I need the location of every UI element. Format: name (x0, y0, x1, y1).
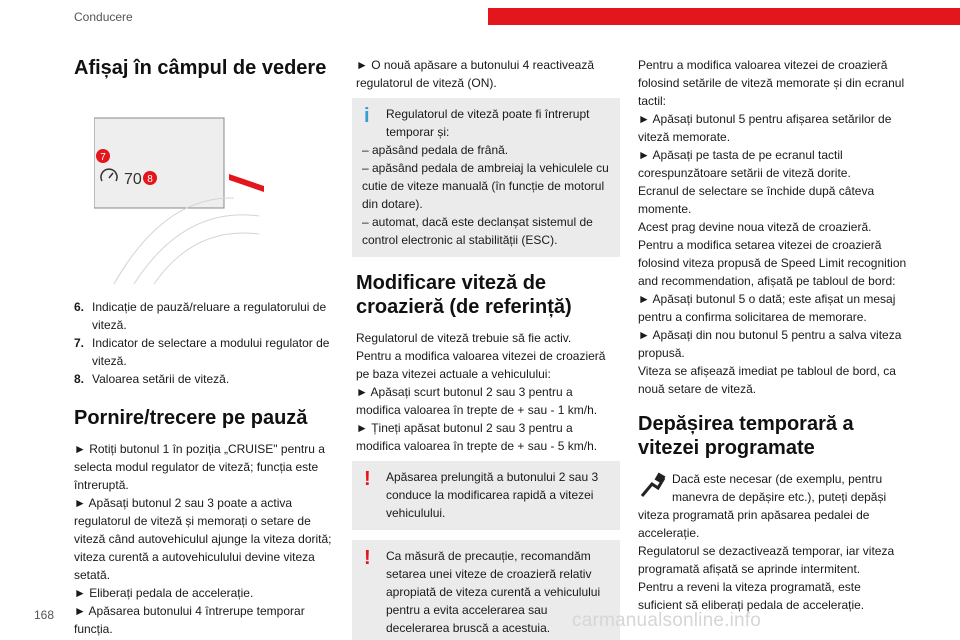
hud-screen (94, 118, 224, 208)
head-up-display-illustration (94, 116, 264, 286)
dashboard-outline (114, 198, 259, 284)
legend-item-6: 6. Indicație de pauză/reluare a regulatorului de viteză. (74, 300, 327, 332)
paragraph: Acest prag devine noua viteză de croazieră. (638, 220, 872, 234)
paragraph: Ecranul de selectare se închide după câteva momente. (638, 184, 875, 216)
paragraph: ► Eliberați pedala de accelerație. (74, 586, 254, 600)
hud-diagram (94, 116, 264, 286)
accelerator-pedal-icon (638, 470, 668, 500)
note-line: – automat, dacă este declanșat sistemul de control electronic al stabilității (ESC). (362, 215, 593, 247)
paragraph: ► Apăsați butonul 2 sau 3 poate a activa regulatorul de viteză și memorați o setare de viteză când autovehiculul ajunge la viteza dorită; viteza curentă a autovehiculului devine viteza setată. (74, 496, 332, 582)
note-text: Ca măsură de precauție, recomandăm setarea unei viteze de croazieră relativ apropiată de viteza curentă a vehiculului pentru a evita accelerarea sau decelerarea bruscă a acestuia. (386, 549, 601, 635)
paragraph: ► Apăsați butonul 5 pentru afișarea setărilor de viteză memorate. (638, 112, 892, 144)
legend-item-8: 8. Valoarea setării de viteză. (74, 372, 230, 386)
column-2 (356, 56, 620, 640)
info-note (352, 98, 620, 257)
page-number: 168 (34, 608, 55, 622)
note-line: – apăsând pedala de ambreiaj la vehiculele cu cutie de viteze manuală (în funcție de motorul din dotare). (362, 161, 609, 211)
note-line: – apăsând pedala de frână. (362, 143, 509, 157)
warning-icon: ! (364, 547, 371, 569)
paragraph: ► Apăsați butonul 5 o dată; este afișat un mesaj pentru a confirma solicitarea de memorare. (638, 292, 896, 324)
paragraph: Pentru a modifica setarea vitezei de croazieră folosind viteza propusă de Speed Limit recognition and recommendation, afișată pe tabloul de bord: (638, 238, 907, 288)
info-icon: i (364, 105, 370, 127)
heading-start-pause: Pornire/trecere pe pauză (74, 407, 308, 429)
callout-7: 7 (100, 152, 106, 163)
column-3 (638, 56, 908, 614)
paragraph: ► Apăsați scurt butonul 2 sau 3 pentru a modifica valoarea în trepte de + sau - 1 km/h. (356, 385, 598, 417)
paragraph: Pentru a modifica valoarea vitezei de croazieră pe baza vitezei actuale a vehiculului: (356, 349, 606, 381)
legend-item-7: 7. Indicator de selectare a modului regulator de viteză. (74, 336, 330, 368)
column-1 (74, 56, 342, 638)
section-header: Conducere (74, 10, 133, 24)
warning-note (352, 461, 620, 530)
hud-speed-value: 70 (124, 171, 142, 188)
paragraph: ► Rotiți butonul 1 în poziția „CRUISE" pentru a selecta modul regulator de viteză; funcția este întreruptă. (74, 442, 325, 492)
paragraph: ► Apăsați din nou butonul 5 pentru a salva viteza propusă. (638, 328, 902, 360)
paragraph: ► Apăsați pe tasta de pe ecranul tactil corespunzătoare setării de viteză dorite. (638, 148, 851, 180)
projection-beam (229, 174, 264, 192)
paragraph: ► Apăsarea butonului 4 întrerupe temporar funcția. (74, 604, 305, 636)
heading-modify-cruise-speed: Modificare viteză de croazieră (de referință) (356, 272, 572, 318)
paragraph: ► O nouă apăsare a butonului 4 reactivează regulatorul de viteză (ON). (356, 58, 595, 90)
figure-legend (74, 298, 342, 388)
paragraph: Dacă este necesar (de exemplu, pentru manevra de depășire etc.), puteți depăși viteza programată prin apăsarea pedalei de accelerație. (638, 472, 887, 540)
callout-8: 8 (147, 174, 153, 185)
heading-temporary-override: Depășirea temporară a vitezei programate (638, 413, 854, 459)
paragraph: ► Țineți apăsat butonul 2 sau 3 pentru a modifica valoarea în trepte de + sau - 5 km/h. (356, 421, 598, 453)
header-bar (488, 8, 960, 25)
paragraph: Regulatorul de viteză trebuie să fie activ. (356, 331, 572, 345)
paragraph: Regulatorul se dezactivează temporar, iar viteza programată afișată se aprinde intermitent. (638, 544, 895, 576)
watermark: carmanualsonline.info (572, 610, 762, 631)
note-line: Regulatorul de viteză poate fi întrerupt temporar și: (386, 107, 590, 139)
paragraph: Viteza se afișează imediat pe tabloul de bord, ca nouă setare de viteză. (638, 364, 896, 396)
heading-head-up-display: Afișaj în câmpul de vedere (74, 57, 327, 79)
note-text: Apăsarea prelungită a butonului 2 sau 3 conduce la modificarea rapidă a vitezei vehiculului. (386, 470, 599, 520)
paragraph: Pentru a modifica valoarea vitezei de croazieră folosind setările de viteză memorate și din ecranul tactil: (638, 58, 905, 108)
warning-icon: ! (364, 468, 371, 490)
paragraph: Pentru a reveni la viteza programată, este suficient să eliberați pedala de accelerație. (638, 580, 865, 612)
